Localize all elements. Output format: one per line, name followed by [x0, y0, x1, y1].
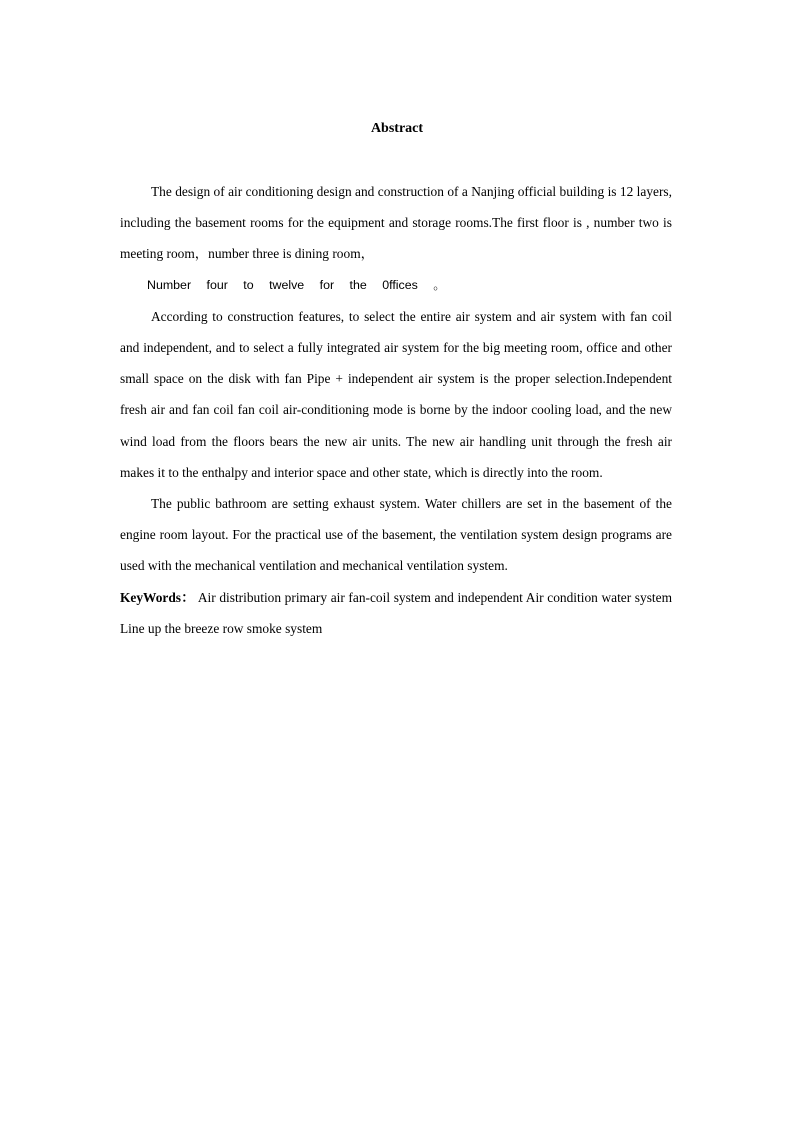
keywords-label: KeyWords： — [120, 589, 195, 605]
abstract-body — [120, 176, 672, 644]
abstract-paragraph-1: The design of air conditioning design and construction of a Nanjing official building is 12 layers, including the basement rooms for the equipment and storage rooms.The first floor is , number two is meeting room，number three is dining room， — [120, 184, 672, 262]
keywords-line — [120, 582, 672, 644]
abstract-paragraph-3: According to construction features, to select the entire air system and air system with fan coil and independent, and to select a fully integrated air system for the big meeting room, office and other small space on the disk with fan Pipe + independent air system is the proper selection.Independent fresh air and fan coil fan coil air-conditioning mode is borne by the indoor cooling load, and the new wind load from the floors bears the new air units. The new air handling unit through the fresh air makes it to the enthalpy and interior space and other state, which is directly into the room. — [120, 308, 672, 480]
keywords-text: Air distribution primary air fan-coil system and independent Air condition water system Line up the breeze row smoke system — [120, 589, 673, 636]
abstract-paragraph-4: The public bathroom are setting exhaust system. Water chillers are set in the basement of the engine room layout. For the practical use of the basement, the ventilation system design programs are used with the mechanical ventilation and mechanical ventilation system. — [120, 496, 672, 574]
abstract-title: Abstract — [370, 121, 424, 136]
abstract-paragraph-2: Number four to twelve for the 0ffices 。 — [147, 277, 446, 292]
